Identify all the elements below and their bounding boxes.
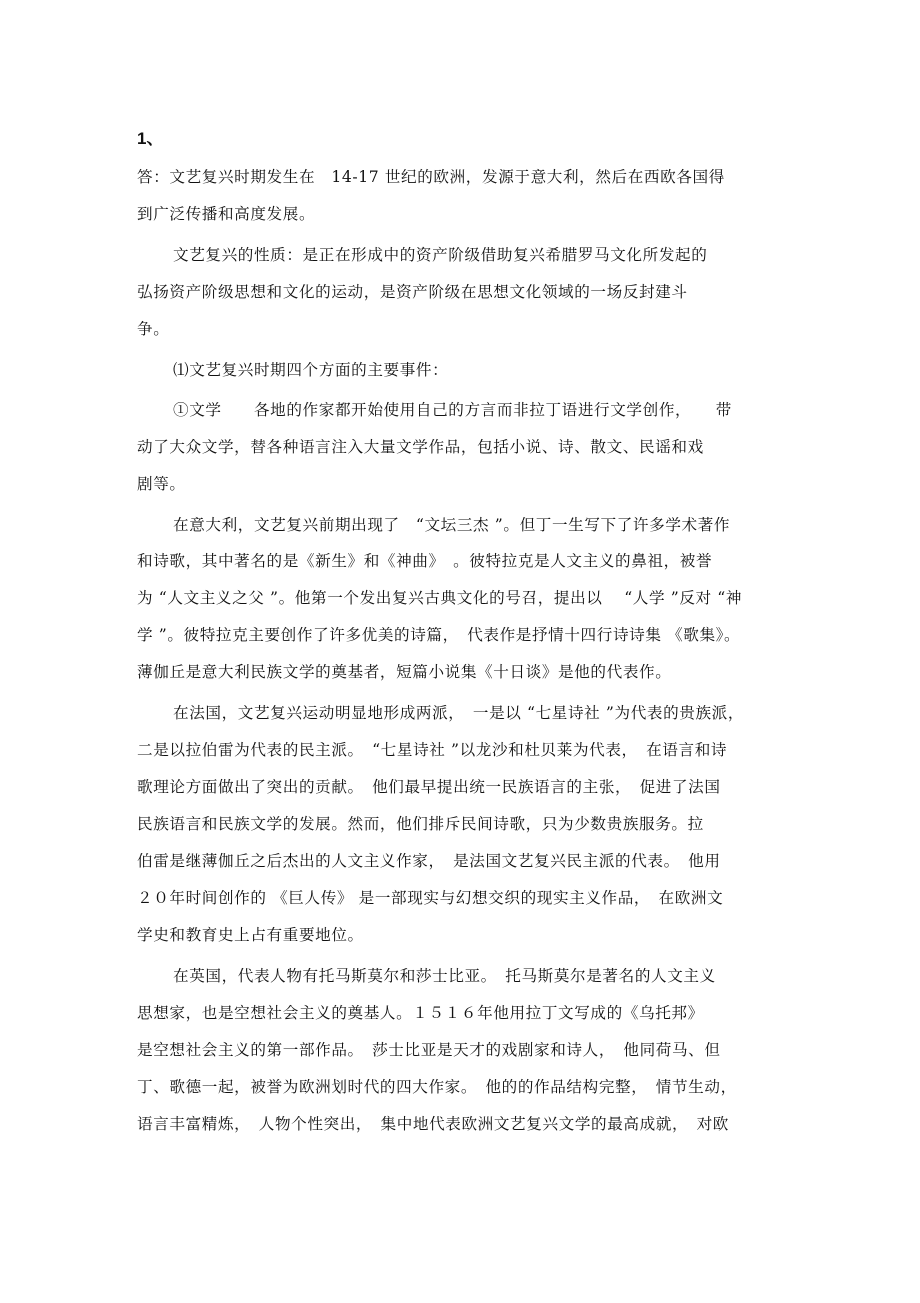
text-line: 答：文艺复兴时期发生在 14-17 世纪的欧洲，发源于意大利，然后在西欧各国得 xyxy=(137,168,725,186)
text-line: 为 “人文主义之父 ”。他第一个发出复兴古典文化的号召，提出以 “人学 ”反对 “神 xyxy=(137,589,743,607)
text-line: 语言丰富精炼， 人物个性突出， 集中地代表欧洲文艺复兴文学的最高成就， 对欧 xyxy=(137,1115,729,1133)
text-line: 文艺复兴的性质：是正在形成中的资产阶级借助复兴希腊罗马文化所发起的 xyxy=(173,246,708,264)
question-number: 1、 xyxy=(137,129,164,148)
text-line: 学史和教育史上占有重要地位。 xyxy=(137,926,364,944)
text-line: ２０年时间创作的 《巨人传》 是一部现实与幻想交织的现实主义作品， 在欧洲文 xyxy=(137,889,724,907)
text-line: 是空想社会主义的第一部作品。 莎士比亚是天才的戏剧家和诗人， 他同荷马、但 xyxy=(137,1041,721,1059)
text-line: 在英国，代表人物有托马斯莫尔和莎士比亚。 托马斯莫尔是著名的人文主义 xyxy=(173,967,716,985)
text-line: 在法国，文艺复兴运动明显地形成两派， 一是以 “七星诗社 ”为代表的贵族派， xyxy=(173,704,745,722)
text-line: 薄伽丘是意大利民族文学的奠基者，短篇小说集《十日谈》是他的代表作。 xyxy=(137,663,672,681)
text-line: 二是以拉伯雷为代表的民主派。 “七星诗社 ”以龙沙和杜贝莱为代表， 在语言和诗 xyxy=(137,741,728,759)
text-line: 动了大众文学，替各种语言注入大量文学作品，包括小说、诗、散文、民谣和戏 xyxy=(137,438,704,456)
text-line: 和诗歌，其中著名的是《新生》和《神曲》 。彼特拉克是人文主义的鼻祖，被誉 xyxy=(137,552,713,570)
text-line: 在意大利，文艺复兴前期出现了 “文坛三杰 ”。但丁一生写下了许多学术著作 xyxy=(173,516,731,534)
text-line: 伯雷是继薄伽丘之后杰出的人文主义作家， 是法国文艺复兴民主派的代表。 他用 xyxy=(137,852,721,870)
text-line: ⑴文艺复兴时期四个方面的主要事件： xyxy=(173,361,449,379)
text-line: 弘扬资产阶级思想和文化的运动，是资产阶级在思想文化领域的一场反封建斗 xyxy=(137,283,688,301)
text-line: 思想家，也是空想社会主义的奠基人。１５１６年他用拉丁文写成的《乌托邦》 xyxy=(137,1004,704,1022)
text-line: 到广泛传播和高度发展。 xyxy=(137,205,316,223)
text-line: ①文学 各地的作家都开始使用自己的方言而非拉丁语进行文学创作， 带 xyxy=(173,401,732,419)
text-line: 学 ”。彼特拉克主要创作了许多优美的诗篇， 代表作是抒情十四行诗诗集 《歌集》。 xyxy=(137,626,741,644)
text-line: 歌理论方面做出了突出的贡献。 他们最早提出统一民族语言的主张， 促进了法国 xyxy=(137,778,721,796)
text-line: 丁、歌德一起，被誉为欧洲划时代的四大作家。 他的的作品结构完整， 情节生动， xyxy=(137,1078,737,1096)
text-line: 争。 xyxy=(137,320,170,338)
text-line: 民族语言和民族文学的发展。然而，他们排斥民间诗歌，只为少数贵族服务。拉 xyxy=(137,815,704,833)
text-line: 剧等。 xyxy=(137,475,186,493)
